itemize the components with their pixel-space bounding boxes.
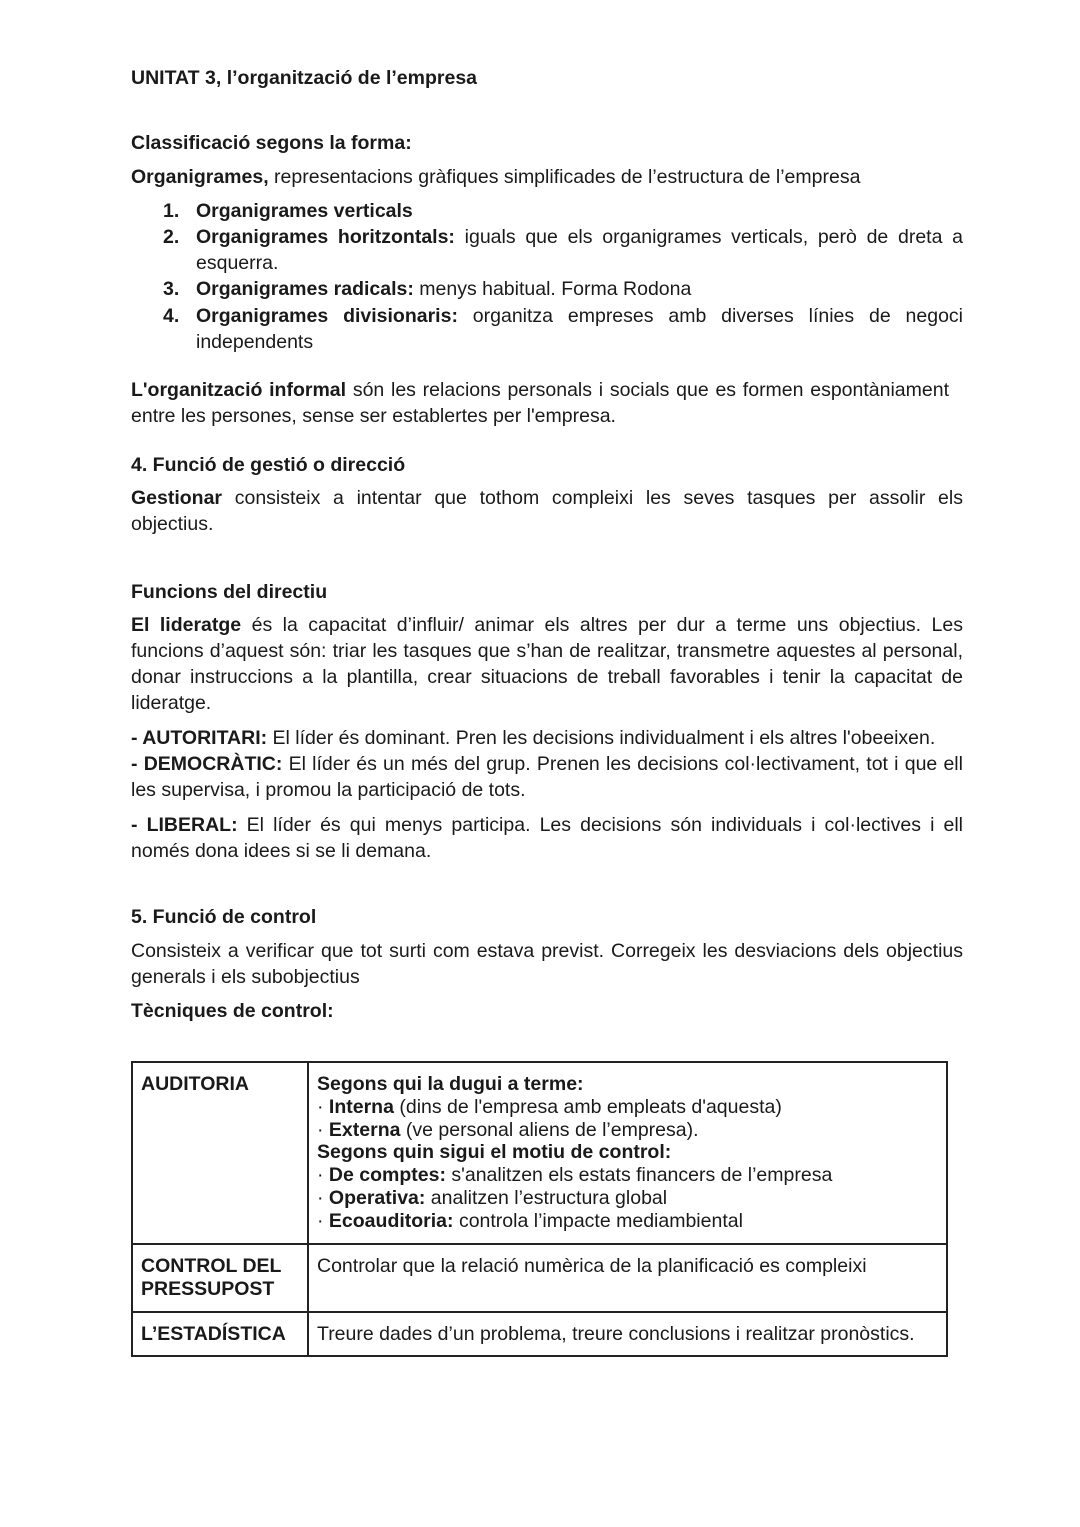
section-heading: Tècniques de control: xyxy=(131,1000,334,1022)
paragraph-gestionar: Gestionar consisteix a intentar que tothom compleixi les seves tasques per assolir els objectius. xyxy=(131,487,963,535)
style-autoritari: - AUTORITARI: El líder és dominant. Pren les decisions individualment i els altres l'obeeixen. xyxy=(131,727,936,749)
row-label: CONTROL DEL PRESSUPOST xyxy=(132,1244,308,1312)
table-row xyxy=(132,1062,947,1244)
style-liberal: - LIBERAL: El líder és qui menys participa. Les decisions són individuals i col·lectives i ell només dona idees si se li demana. xyxy=(131,814,963,862)
row-content: Controlar que la relació numèrica de la planificació es compleixi xyxy=(308,1244,947,1312)
paragraph-lideratge: El lideratge és la capacitat d’influir/ animar els altres per dur a terme uns objectius. Les funcions d’aquest són: triar les tasques que s’han de realitzar, transmetre aquestes al personal, donar instruccions a la plantilla, crear situacions de treball favorables i tenir la capacitat de lideratge. xyxy=(131,614,963,714)
table-row xyxy=(132,1244,947,1312)
paragraph-informal: L'organització informal són les relacions personals i socials que es formen espontàniament entre les persones, sense ser establertes per l'empresa. xyxy=(131,379,950,427)
row-content: Segons qui la dugui a terme: · Interna (dins de l'empresa amb empleats d'aquesta) · Externa (ve personal aliens de l’empresa). Segons quin sigui el motiu de control: · De comptes: s'analitzen els estats financers de l’empresa · Operativa: analitzen l’estructura global · Ecoauditoria: controla l’impacte mediambiental xyxy=(308,1062,947,1244)
control-techniques-table xyxy=(131,1061,948,1357)
list-item: 2. Organigrames horitzontals: iguals que els organigrames verticals, però de dreta a esquerra. xyxy=(163,226,964,274)
row-label: L’ESTADÍSTICA xyxy=(132,1312,308,1357)
page-title: UNITAT 3, l’organització de l’empresa xyxy=(131,67,478,89)
paragraph-organigrames: Organigrames, representacions gràfiques simplificades de l’estructura de l’empresa xyxy=(131,166,861,188)
table-row xyxy=(132,1312,947,1357)
list-item: 1. Organigrames verticals xyxy=(163,200,413,222)
style-democratic: - DEMOCRÀTIC: El líder és un més del grup. Prenen les decisions col·lectivament, tot i que ell les supervisa, i promou la participació de tots. xyxy=(131,753,963,801)
list-item: 4. Organigrames divisionaris: organitza empreses amb diverses línies de negoci independents xyxy=(163,305,963,353)
paragraph-control: Consisteix a verificar que tot surti com estava previst. Corregeix les desviacions dels objectius generals i els subobjectius xyxy=(131,940,963,988)
section-heading: Funcions del directiu xyxy=(131,581,328,603)
section-heading: Classificació segons la forma: xyxy=(131,132,412,154)
row-label: AUDITORIA xyxy=(132,1062,308,1244)
list-item: 3. Organigrames radicals: menys habitual. Forma Rodona xyxy=(163,278,692,300)
section-heading: 4. Funció de gestió o direcció xyxy=(131,454,406,476)
section-heading: 5. Funció de control xyxy=(131,906,317,928)
row-content: Treure dades d’un problema, treure conclusions i realitzar pronòstics. xyxy=(308,1312,947,1357)
